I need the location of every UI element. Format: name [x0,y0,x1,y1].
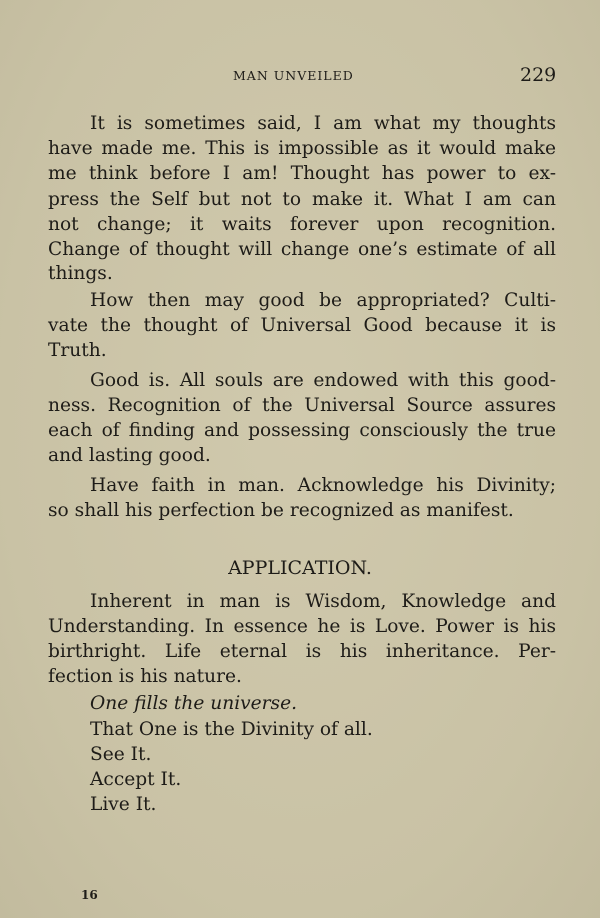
text-line: so shall his perfection be recognized as manifest. [48,500,514,521]
text-line: How then may good be appropriated? Culti- [90,290,556,311]
text-line: each of finding and possessing consciously the true [48,420,556,441]
verse-line: See It. [90,744,152,765]
text-line: Have faith in man. Acknowledge his Divinity; [90,475,556,496]
text-line: have made me. This is impossible as it would make [48,138,556,159]
page-number: 229 [520,64,557,86]
text-line: Good is. All souls are endowed with this good- [90,370,556,391]
text-line: birthright. Life eternal is his inheritance. Per- [48,641,556,662]
text-line: Inherent in man is Wisdom, Knowledge and [90,591,556,612]
text-line: things. [48,263,113,284]
text-line: me think before I am! Thought has power to ex- [48,163,556,184]
text-line: fection is his nature. [48,666,242,687]
text-line: not change; it waits forever upon recognition. [48,214,556,235]
verse-line: Live It. [90,794,157,815]
text-line: Change of thought will change one’s estimate of all [48,239,556,260]
text-line: Understanding. In essence he is Love. Power is his [48,616,556,637]
text-line: vate the thought of Universal Good because it is [48,315,556,336]
text-line: ness. Recognition of the Universal Source assures [48,395,556,416]
verse-line: Accept It. [90,769,182,790]
section-heading: APPLICATION. [228,557,372,579]
signature-mark: 16 [81,888,98,902]
text-line: and lasting good. [48,445,211,466]
running-title: MAN UNVEILED [233,68,354,83]
text-line: It is sometimes said, I am what my thoughts [90,113,556,134]
text-line: Truth. [48,340,107,361]
verse-line: One fills the universe. [90,693,297,714]
text-line: press the Self but not to make it. What I am can [48,189,556,210]
verse-line: That One is the Divinity of all. [90,719,373,740]
